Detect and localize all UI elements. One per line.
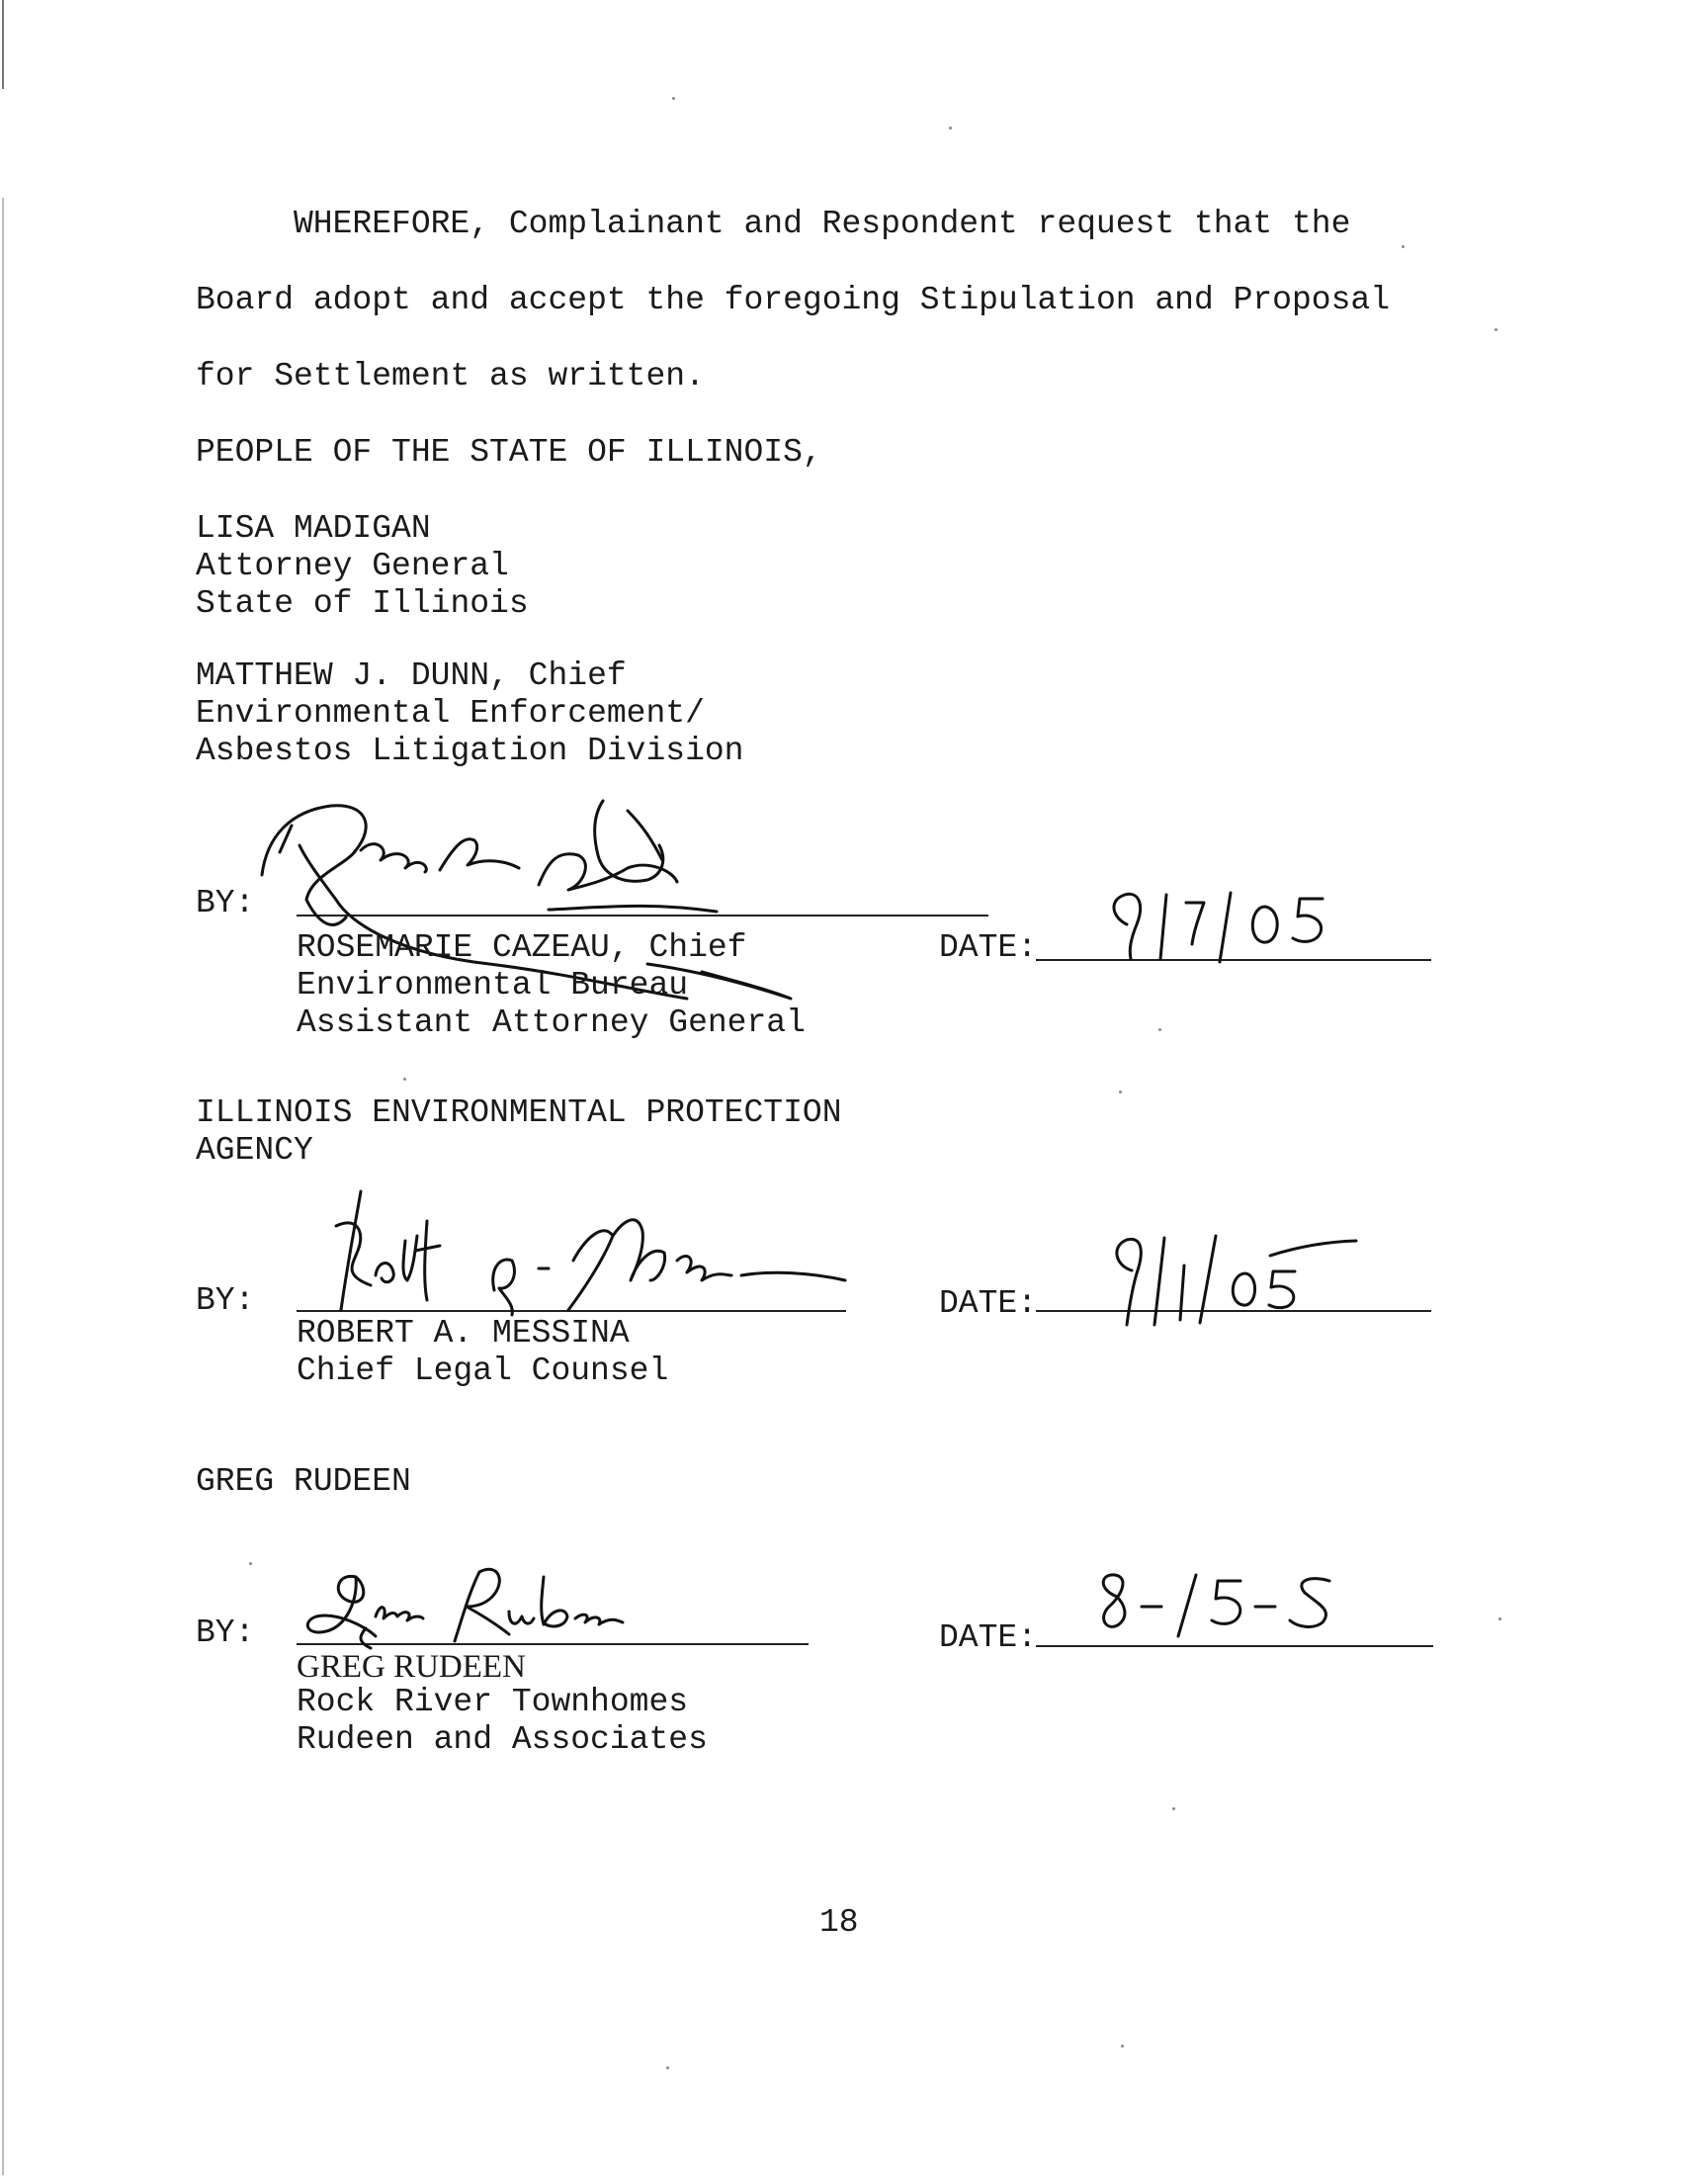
scan-speck <box>1158 1028 1161 1031</box>
closing-paragraph-line-2: Board adopt and accept the foregoing Stipulation and Proposal <box>196 282 1390 318</box>
by-label: BY: <box>196 1615 255 1651</box>
signer-title: Rudeen and Associates <box>297 1721 708 1758</box>
date-label: DATE: <box>939 929 1038 966</box>
scan-speck <box>1498 1617 1501 1620</box>
scan-speck <box>1172 1807 1175 1810</box>
people-heading: PEOPLE OF THE STATE OF ILLINOIS, <box>196 434 822 471</box>
scan-speck <box>403 1078 406 1081</box>
scan-speck <box>666 2066 669 2069</box>
closing-paragraph-line-3: for Settlement as written. <box>196 358 705 394</box>
attorney-general-title: Attorney General <box>196 548 509 584</box>
scan-speck <box>1494 328 1497 331</box>
attorney-general-name: LISA MADIGAN <box>196 510 431 547</box>
signer-title: Rock River Townhomes <box>297 1684 689 1720</box>
party-heading: ILLINOIS ENVIRONMENTAL PROTECTION <box>196 1094 842 1131</box>
signer-name: ROBERT A. MESSINA <box>297 1315 630 1352</box>
by-label: BY: <box>196 885 255 921</box>
scan-speck <box>672 97 675 100</box>
scan-speck <box>949 127 952 130</box>
scan-edge-line <box>2 198 4 2175</box>
page-number: 18 <box>819 1904 859 1941</box>
scan-speck <box>249 1562 252 1565</box>
by-label: BY: <box>196 1282 255 1319</box>
party-heading: GREG RUDEEN <box>196 1463 411 1500</box>
division-chief-name: MATTHEW J. DUNN, Chief <box>196 657 627 694</box>
signer-name: ROSEMARIE CAZEAU, Chief <box>297 929 747 966</box>
signer-title: Chief Legal Counsel <box>297 1353 669 1389</box>
division-line-2: Asbestos Litigation Division <box>196 733 744 769</box>
date-handwritten <box>1097 885 1334 974</box>
date-handwritten <box>1097 1226 1354 1335</box>
scan-edge-line <box>2 0 4 89</box>
messina-signature <box>316 1181 850 1330</box>
attorney-general-state: State of Illinois <box>196 585 529 622</box>
signer-title: Assistant Attorney General <box>297 1004 806 1041</box>
date-label: DATE: <box>939 1285 1038 1322</box>
closing-paragraph-line-1: WHEREFORE, Complainant and Respondent request that the <box>294 206 1351 242</box>
signer-title: Environmental Bureau <box>297 967 689 1004</box>
scan-speck <box>1119 1091 1122 1093</box>
division-line-1: Environmental Enforcement/ <box>196 695 705 732</box>
scan-speck <box>1402 245 1405 248</box>
signer-name: GREG RUDEEN <box>297 1649 526 1685</box>
date-handwritten <box>1087 1567 1344 1646</box>
scan-speck <box>1121 2045 1124 2048</box>
party-heading: AGENCY <box>196 1132 313 1169</box>
date-label: DATE: <box>939 1619 1038 1656</box>
